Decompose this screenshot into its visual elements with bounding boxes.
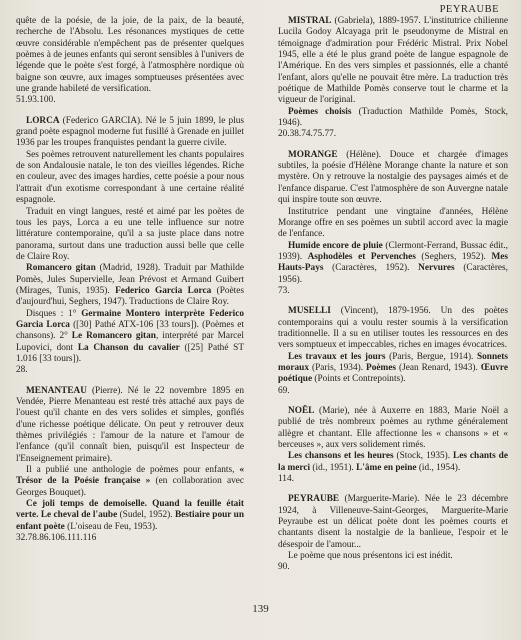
entry-text: (Madrid, 1928). Traduit par Mathilde Pomès, Jules Supervielle, Jean Prévost et Armand Guibert (Mirages, Tunis, 1935). — [16, 263, 244, 296]
book-title: Les travaux et les jours — [288, 351, 386, 362]
entry-text: (Traduction Mathilde Pomès, Stock, 1946). — [278, 106, 508, 129]
entry-text: (L'oiseau de Feu, 1953). — [64, 521, 158, 532]
entry-text: Disques : 1° — [26, 308, 82, 319]
entry-peyraube — [278, 494, 508, 573]
entry-text: quête de la poésie, de la joie, de la paix, de la beauté, recherche de l'Absolu. Les résonances mystiques de cette œuvre considérable n'empêchent pas de présenter quelques poèmes à de jeunes enfants qui seront sensibles à l'univers de légende que le poète s'est forgé, à l'atmosphère nordique où baigne son œuvre, aux images somptueuses présentées avec une grande habileté de versification. — [16, 16, 244, 95]
entry-text: (Federico GARCIA). Né le 5 juin 1899, le plus grand poète espagnol moderne fut fusillé à Grenade en juillet 1936 par les troupes franquistes pendant la guerre civile. — [16, 115, 244, 149]
book-title: Nervures — [418, 263, 455, 274]
entry-numbers: 32.78.86.106.111.116 — [16, 533, 97, 544]
book-title: Mes Hauts-Pays — [278, 251, 508, 274]
entry-text: (en collaboration avec Georges Bouquet). — [16, 476, 244, 498]
entry-numbers: 114. — [278, 474, 294, 485]
book-title: L'âme en peine — [356, 462, 417, 473]
book-title: Les chansons et les heures — [288, 451, 394, 462]
entry-text: (Caractères, 1952). — [323, 263, 419, 274]
entry-text: (Seghers, 1952). — [415, 251, 492, 262]
author-name: MORANGE — [288, 149, 338, 160]
entry-lorca — [16, 116, 244, 377]
right-column — [278, 16, 508, 574]
book-title: Bestiaire pour un enfant poète — [16, 510, 244, 532]
entry-text: (Poètes d'aujourd'hui, Seghers, 1947). Traductions de Claire Roy. — [16, 285, 244, 308]
book-title: « Trésor de la Poésie française » — [16, 465, 244, 487]
entry-text: (Caractères, 1956). — [278, 263, 508, 285]
entry-text: ([25] Pathé ST 1.016 [33 tours]). — [16, 342, 245, 364]
entry-text: (Vincent), 1879-1956. Un des poètes contemporains qui a voulu rester soumis à la versification traditionnelle. Il a su en utiliser toutes les ressources en des vers somptueux et impeccables, riches en images évocatrices. — [278, 306, 508, 351]
entry-text: (Pierre). Né le 22 novembre 1895 en Vendée, Pierre Menanteau est resté très attaché aux pays de l'ouest qu'il chante en des vers solides et simples, gonflés d'une richesse poétique délicate. On peut y retrouver deux thèmes privilégiés : l'amour de la nature et l'amour de l'enfance (qu'il connaît bien, puisqu'il est Inspecteur de l'Enseignement primaire). — [16, 385, 244, 464]
author-name: LORCA — [26, 115, 60, 126]
author-name: MISTRAL — [288, 16, 332, 26]
entry-numbers: 20.38.74.75.77. — [278, 129, 337, 140]
entry-text: (Sudel, 1952). — [117, 510, 175, 521]
author-name: PEYRAUBE — [288, 494, 340, 505]
book-title: Les chants de la merci — [278, 451, 508, 473]
entry-text: (Hélène). Douce et chargée d'images subtiles, la poésie d'Hélène Morange chante la nature et son mystère. On y retrouve la nostalgie des paysages aimés et de l'enfance disparue. C'est l'atmosphère de son Auvergne natale qui inspire toute son œuvre. — [278, 149, 508, 206]
entry-noel — [278, 406, 508, 485]
page-number: 139 — [252, 603, 269, 615]
author-name: NOËL — [288, 406, 315, 416]
entry-text: (id., 1954). — [416, 462, 461, 473]
entry-text: (Jean Renard, 1943). — [395, 362, 481, 373]
entry-menanteau — [16, 386, 244, 545]
entry-text: Le poème que nous présentons ici est inédit. — [288, 551, 453, 562]
entry-text: Il a publié une anthologie de poèmes pour enfants, — [26, 465, 240, 476]
book-title: Ce joli temps de demoiselle. Quand la feuille était verte. Le cheval de l'aube — [16, 499, 244, 521]
entry-text: (Marguerite-Marie). Née le 23 décembre 1924, à Villeneuve-Saint-Georges, Marguerite-Marie Peyraube est un délicat poète dont les poèmes courts et chantants disent la nostalgie de la banlieue, l'espoir et le désespoir de l'amour... — [278, 494, 508, 550]
entry-text: (Marie), née à Auxerre en 1883, Marie Noël a publié de très nombreux poèmes au rythme généralement allègre et chantant. Elle affectionne les « chansons » et « berceuses », aux vers solidement rimés. — [278, 406, 508, 451]
entry-mistral — [278, 16, 508, 141]
book-title: Asphodèles et Pervenches — [307, 251, 416, 262]
entry-text: ([30] Pathé ATX-106 [33 tours]). (Poèmes et chansons). 2° — [16, 319, 244, 342]
running-head: PEYRAUBE — [439, 4, 499, 15]
entry-muselli — [278, 306, 508, 397]
entry-text: (Gabriela), 1889-1957. L'institutrice chilienne Lucila Godoy Alcayaga prit le pseudonyme de Mistral en témoignage d'admiration pour Frédéric Mistral. Prix Nobel 1945, elle a été le plus grand poète de langue espagnole de l'Amérique. En des vers simples et passionnés, elle a chanté l'enfant, alors qu'elle ne pouvait être mère. La traduction très poétique de Mathilde Pomès conserve tout le charme et la vigueur de l'original. — [278, 16, 508, 106]
entry-numbers: 90. — [278, 562, 290, 573]
entry-text: , interprété par Marcel Lupovici, dont — [16, 331, 244, 353]
record-title: La Chanson du cavalier — [77, 342, 180, 353]
entry-morange — [278, 150, 508, 297]
book-title: Romancero gitan — [26, 263, 96, 274]
entry-text: (Paris, 1934). — [309, 362, 367, 373]
author-name: MUSELLI — [288, 306, 331, 317]
book-title: Humide encore de pluie — [288, 240, 383, 251]
entry-text: (Paris, Bergue, 1914). — [385, 351, 477, 362]
entry-text: (Stock, 1935). — [393, 451, 454, 462]
entry-numbers: 28. — [16, 365, 28, 376]
left-column — [16, 16, 244, 544]
entry-numbers: 51.93.100. — [16, 95, 56, 106]
record-title: Le Romancero gitan — [71, 331, 156, 342]
book-title: Œuvre poétique — [278, 362, 508, 385]
book-title: Sonnets moraux — [278, 351, 508, 373]
entry-text: (Clermont-Ferrand, Bussac édit., 1939). — [278, 240, 508, 262]
record-title: Germaine Montero interprète Federico Garcia Lorca — [16, 308, 244, 330]
book-title: Poèmes — [366, 362, 396, 373]
entry-text: (id., 1951). — [310, 462, 357, 473]
author-name: MENANTEAU — [26, 385, 87, 396]
entry-continued — [16, 16, 244, 107]
entry-numbers: 69. — [278, 385, 290, 396]
entry-text: Traduit en vingt langues, resté et aimé par les poètes de tous les pays, Lorca a eu une telle influence sur notre littérature contemporaine, qu'il a sa juste place dans notre panorama, surtout dans une traduction aussi belle que celle de Claire Roy. — [16, 206, 244, 262]
entry-text: (Points et Contrepoints). — [312, 374, 406, 385]
book-title: Federico Garcia Lorca — [115, 285, 212, 296]
entry-numbers: 73. — [278, 285, 290, 296]
entry-text: Institutrice pendant une vingtaine d'années, Hélène Morange offre en ses poèmes un subtil accord avec la magie de l'enfance. — [278, 206, 508, 240]
entry-text: Ses poèmes retrouvent naturellement les chants populaires de son Andalousie natale, le ton des vieilles légendes. Riche en couleur, avec des images hardies, cette poésie a pour nous l'attrait d'un exotisme correspondant à une certaine réalité espagnole. — [16, 149, 244, 206]
book-title: Poèmes choisis — [288, 106, 352, 117]
